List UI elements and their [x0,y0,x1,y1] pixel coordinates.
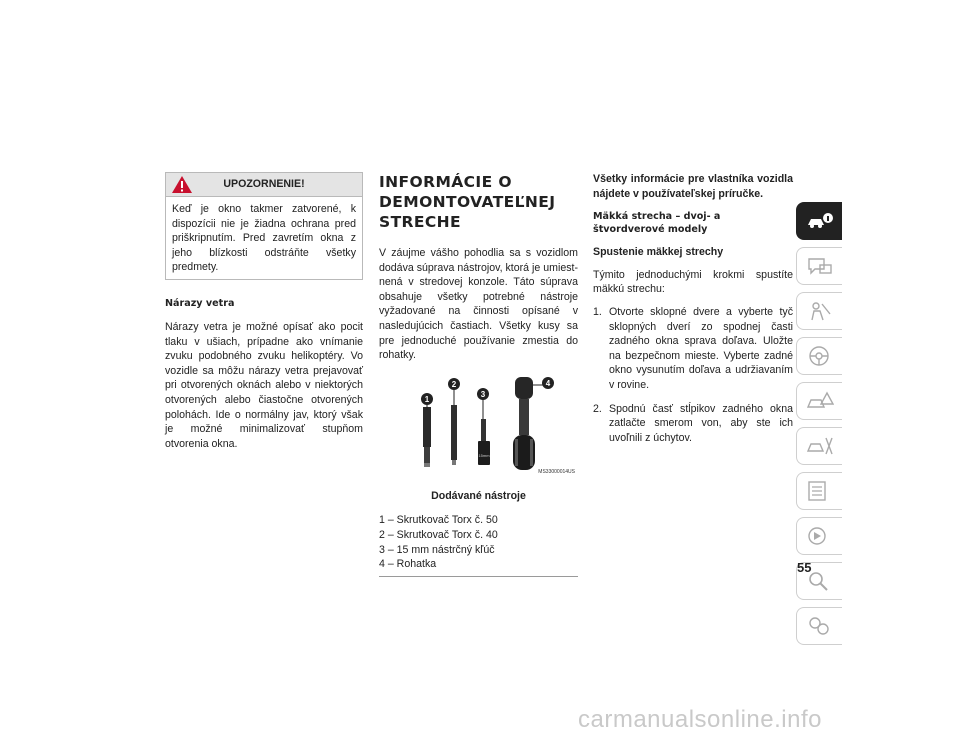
callout-4 [533,377,554,389]
tab-driving[interactable] [796,337,842,375]
message-icon [806,255,834,277]
warning-box [165,172,363,280]
warning-triangle-icon [171,175,193,194]
tab-language[interactable] [796,607,842,645]
figure-code: MS33000014US [538,468,575,475]
callout-2-label: 2 [451,379,457,389]
soft-top-heading: Mäkká strecha – dvoj- a štvordverové modely [593,211,721,236]
callout-2 [448,378,460,405]
callout-4-label: 4 [545,378,551,388]
wind-text: Nárazy vetra je možné opísať ako pocit tlaku v ušiach, prípadne ako vnímanie zvuku podobného zvuku helikoptéry. Vo vozidle sa môžu nárazy vetra prejavovať pri otvorených oknách alebo v niektorých otvorených alebo čiastočne otvorených polohách. Ide o normálny jav, ktorý však je možné minimalizovať stupňom otvorenia okna. [165,320,363,450]
tab-emergency[interactable] [796,382,842,420]
steering-wheel-icon [806,345,834,367]
figure-legend [379,513,578,576]
lead-text: Týmito jednoduchými krokmi spustíte mäkkú strechu: [593,268,793,296]
wind-heading: Nárazy vetra [165,297,235,309]
tab-service[interactable] [796,427,842,465]
specs-list-icon [806,480,834,502]
step-number: 1. [593,305,602,318]
tools-figure [379,375,578,485]
socket-label: 15mm [478,452,490,458]
watermark: carmanualsonline.info [578,706,822,733]
intro-text: Všetky informácie pre vlastníka vozidla nájdete v používateľskej príručke. [593,173,793,200]
callout-3-label: 3 [480,389,486,399]
safety-icon [806,300,834,322]
callout-3 [477,388,489,419]
step-text: Otvorte sklopné dvere a vyberte tyč sklopných dverí zo spodnej časti zadného okna sprava doľava. Uložte na bezpečnom mieste. Vyberte zadné okno vysunutím doľava a udržiavaním v rovine. [609,305,793,391]
legend-item: 2 – Skrutkovač Torx č. 40 [379,528,498,541]
socket-15mm [478,419,490,465]
tab-car-info[interactable] [796,202,842,240]
section-title: INFORMÁCIE O DEMONTOVATEĽNEJ STRECHE [379,173,556,231]
ratchet [513,377,535,470]
lowering-heading: Spustenie mäkkej strechy [593,246,724,259]
car-info-icon [806,210,834,232]
list-item [593,305,793,393]
warning-header [166,173,362,197]
service-icon [806,435,834,457]
column-3 [593,172,793,454]
column-2 [379,172,578,577]
tab-multimedia[interactable] [796,517,842,555]
list-item [593,402,793,446]
multimedia-icon [806,525,834,547]
tab-safety[interactable] [796,292,842,330]
language-icon [806,615,834,637]
callout-1-label: 1 [424,394,430,404]
callout-1 [421,393,433,410]
step-text: Spodnú časť stĺpikov zadného okna zatlačte smerom von, aby ste ich uvoľnili z úchytov. [609,402,793,444]
chapter-tabs [796,202,842,652]
legend-item: 1 – Skrutkovač Torx č. 50 [379,514,498,527]
warning-car-icon [806,390,834,412]
warning-text: Keď je okno takmer zatvorené, k dispozícii nie je žiadna ochrana pred priškripnutím. Pred zavretím okna z jeho blízkosti odstráňte všetky predmety. [172,203,356,274]
figure-caption: Dodávané nástroje [431,489,526,502]
tools-illustration [379,375,578,485]
legend-item: 4 – Rohatka [379,558,437,571]
step-number: 2. [593,402,602,415]
tab-messages[interactable] [796,247,842,285]
section-text: V záujme vášho pohodlia sa s vozidlom dodáva súprava nástrojov, ktorá je umiestnená v stredovej konzole. Táto súprava obsahuje všetky potrebné nástroje vyžadované na činnosti opísané v nasledujúcich častiach. Všetky kusy sa pre jednoduché používanie zmestia do rohatky. [379,247,578,362]
tab-specifications[interactable] [796,472,842,510]
torx-40-driver [451,405,457,465]
legend-item: 3 – 15 mm nástrčný kľúč [379,543,495,556]
page-number: 55 [797,560,812,575]
warning-title: UPOZORNENIE! [223,178,305,190]
steps-list [593,305,793,445]
column-1 [165,172,363,451]
torx-50-driver [423,407,431,467]
